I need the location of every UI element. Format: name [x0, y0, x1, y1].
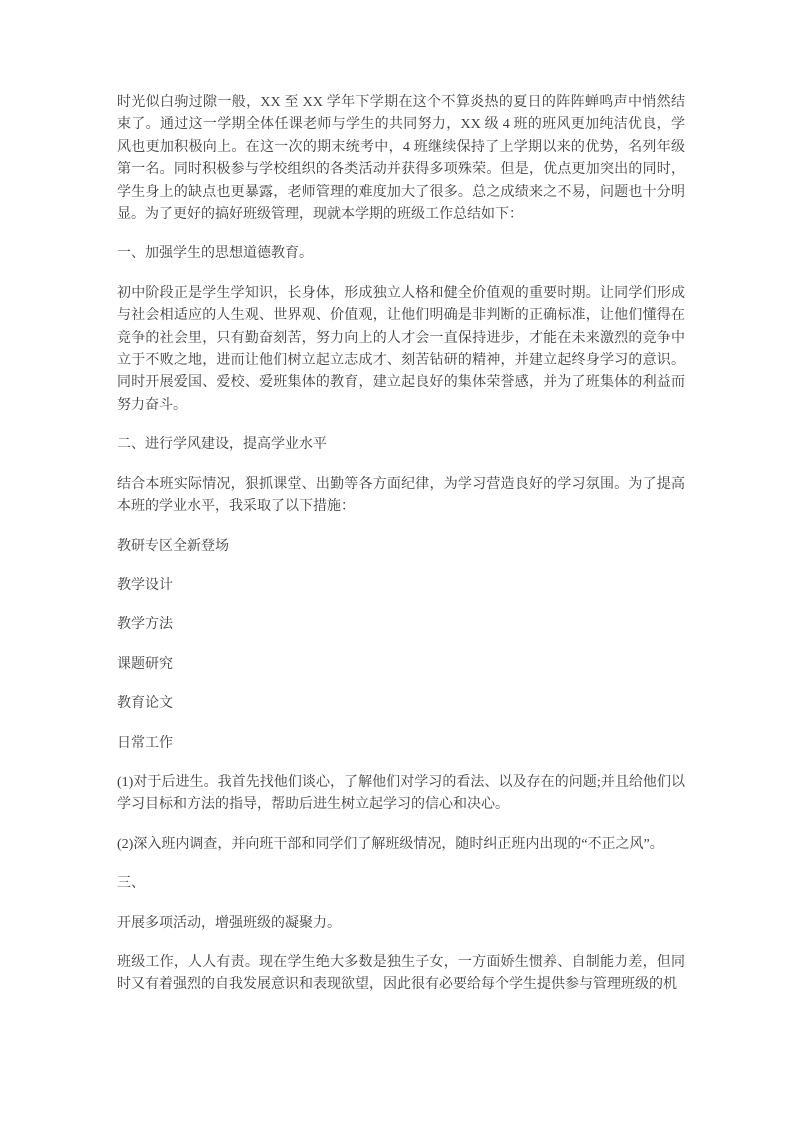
- section-1-heading: 一、加强学生的思想道德教育。: [117, 246, 313, 262]
- section-2-heading: 二、进行学风建设，提高学业水平: [117, 437, 327, 453]
- section-3-title: 开展多项活动，增强班级的凝聚力。: [117, 915, 341, 931]
- measure-item-4: 课题研究: [117, 656, 173, 672]
- intro-paragraph: 时光似白驹过隙一般，XX 至 XX 学年下学期在这个不算炎热的夏日的阵阵蝉鸣声中悄然结束了。通过这一学期全体任课老师与学生的共同努力，XX 级 4 班的班风更加纯洁优良，学风也更加积极向上。在这一次的期末统考中，4 班继续保持了上学期以来的优势，名列年级第一名。同时积极参与学校组织的各类活动并获得多项殊荣。但是，优点更加突出的同时，学生身上的缺点也更暴露，老师管理的难度加大了很多。总之成绩来之不易，问题也十分明显。为了更好的搞好班级管理，现就本学期的班级工作总结如下：: [117, 95, 685, 223]
- measure-item-1: 教研专区全新登场: [117, 538, 229, 554]
- document-page: [117, 92, 685, 997]
- section-3-heading: 三、: [117, 876, 145, 892]
- measure-detail-1: (1)对于后进生。我首先找他们谈心，了解他们对学习的看法、以及存在的问题;并且给他们以学习目标和方法的指导，帮助后进生树立起学习的信心和决心。: [117, 774, 685, 813]
- measure-item-5: 教育论文: [117, 696, 173, 712]
- measure-item-6: 日常工作: [117, 735, 173, 751]
- section-2-body: 结合本班实际情况，狠抓课堂、出勤等各方面纪律，为学习营造良好的学习氛围。为了提高本班的学业水平，我采取了以下措施：: [117, 476, 685, 515]
- section-1-body: 初中阶段正是学生学知识，长身体，形成独立人格和健全价值观的重要时期。让同学们形成与社会相适应的人生观、世界观、价值观，让他们明确是非判断的正确标准，让他们懂得在竞争的社会里，只有勤奋刻苦，努力向上的人才会一直保持进步，才能在未来激烈的竞争中立于不败之地，进而让他们树立起立志成才、刻苦钻研的精神，并建立起终身学习的意识。同时开展爱国、爱校、爱班集体的教育，建立起良好的集体荣誉感，并为了班集体的利益而努力奋斗。: [117, 285, 685, 413]
- measure-detail-2: (2)深入班内调查，并向班干部和同学们了解班级情况，随时纠正班内出现的“不正之风”。: [117, 836, 664, 852]
- section-3-body: 班级工作，人人有责。现在学生绝大多数是独生子女，一方面娇生惯养、自制能力差，但同时又有着强烈的自我发展意识和表现欲望，因此很有必要给每个学生提供参与管理班级的机: [117, 954, 685, 993]
- measure-item-3: 教学方法: [117, 617, 173, 633]
- measure-item-2: 教学设计: [117, 577, 173, 593]
